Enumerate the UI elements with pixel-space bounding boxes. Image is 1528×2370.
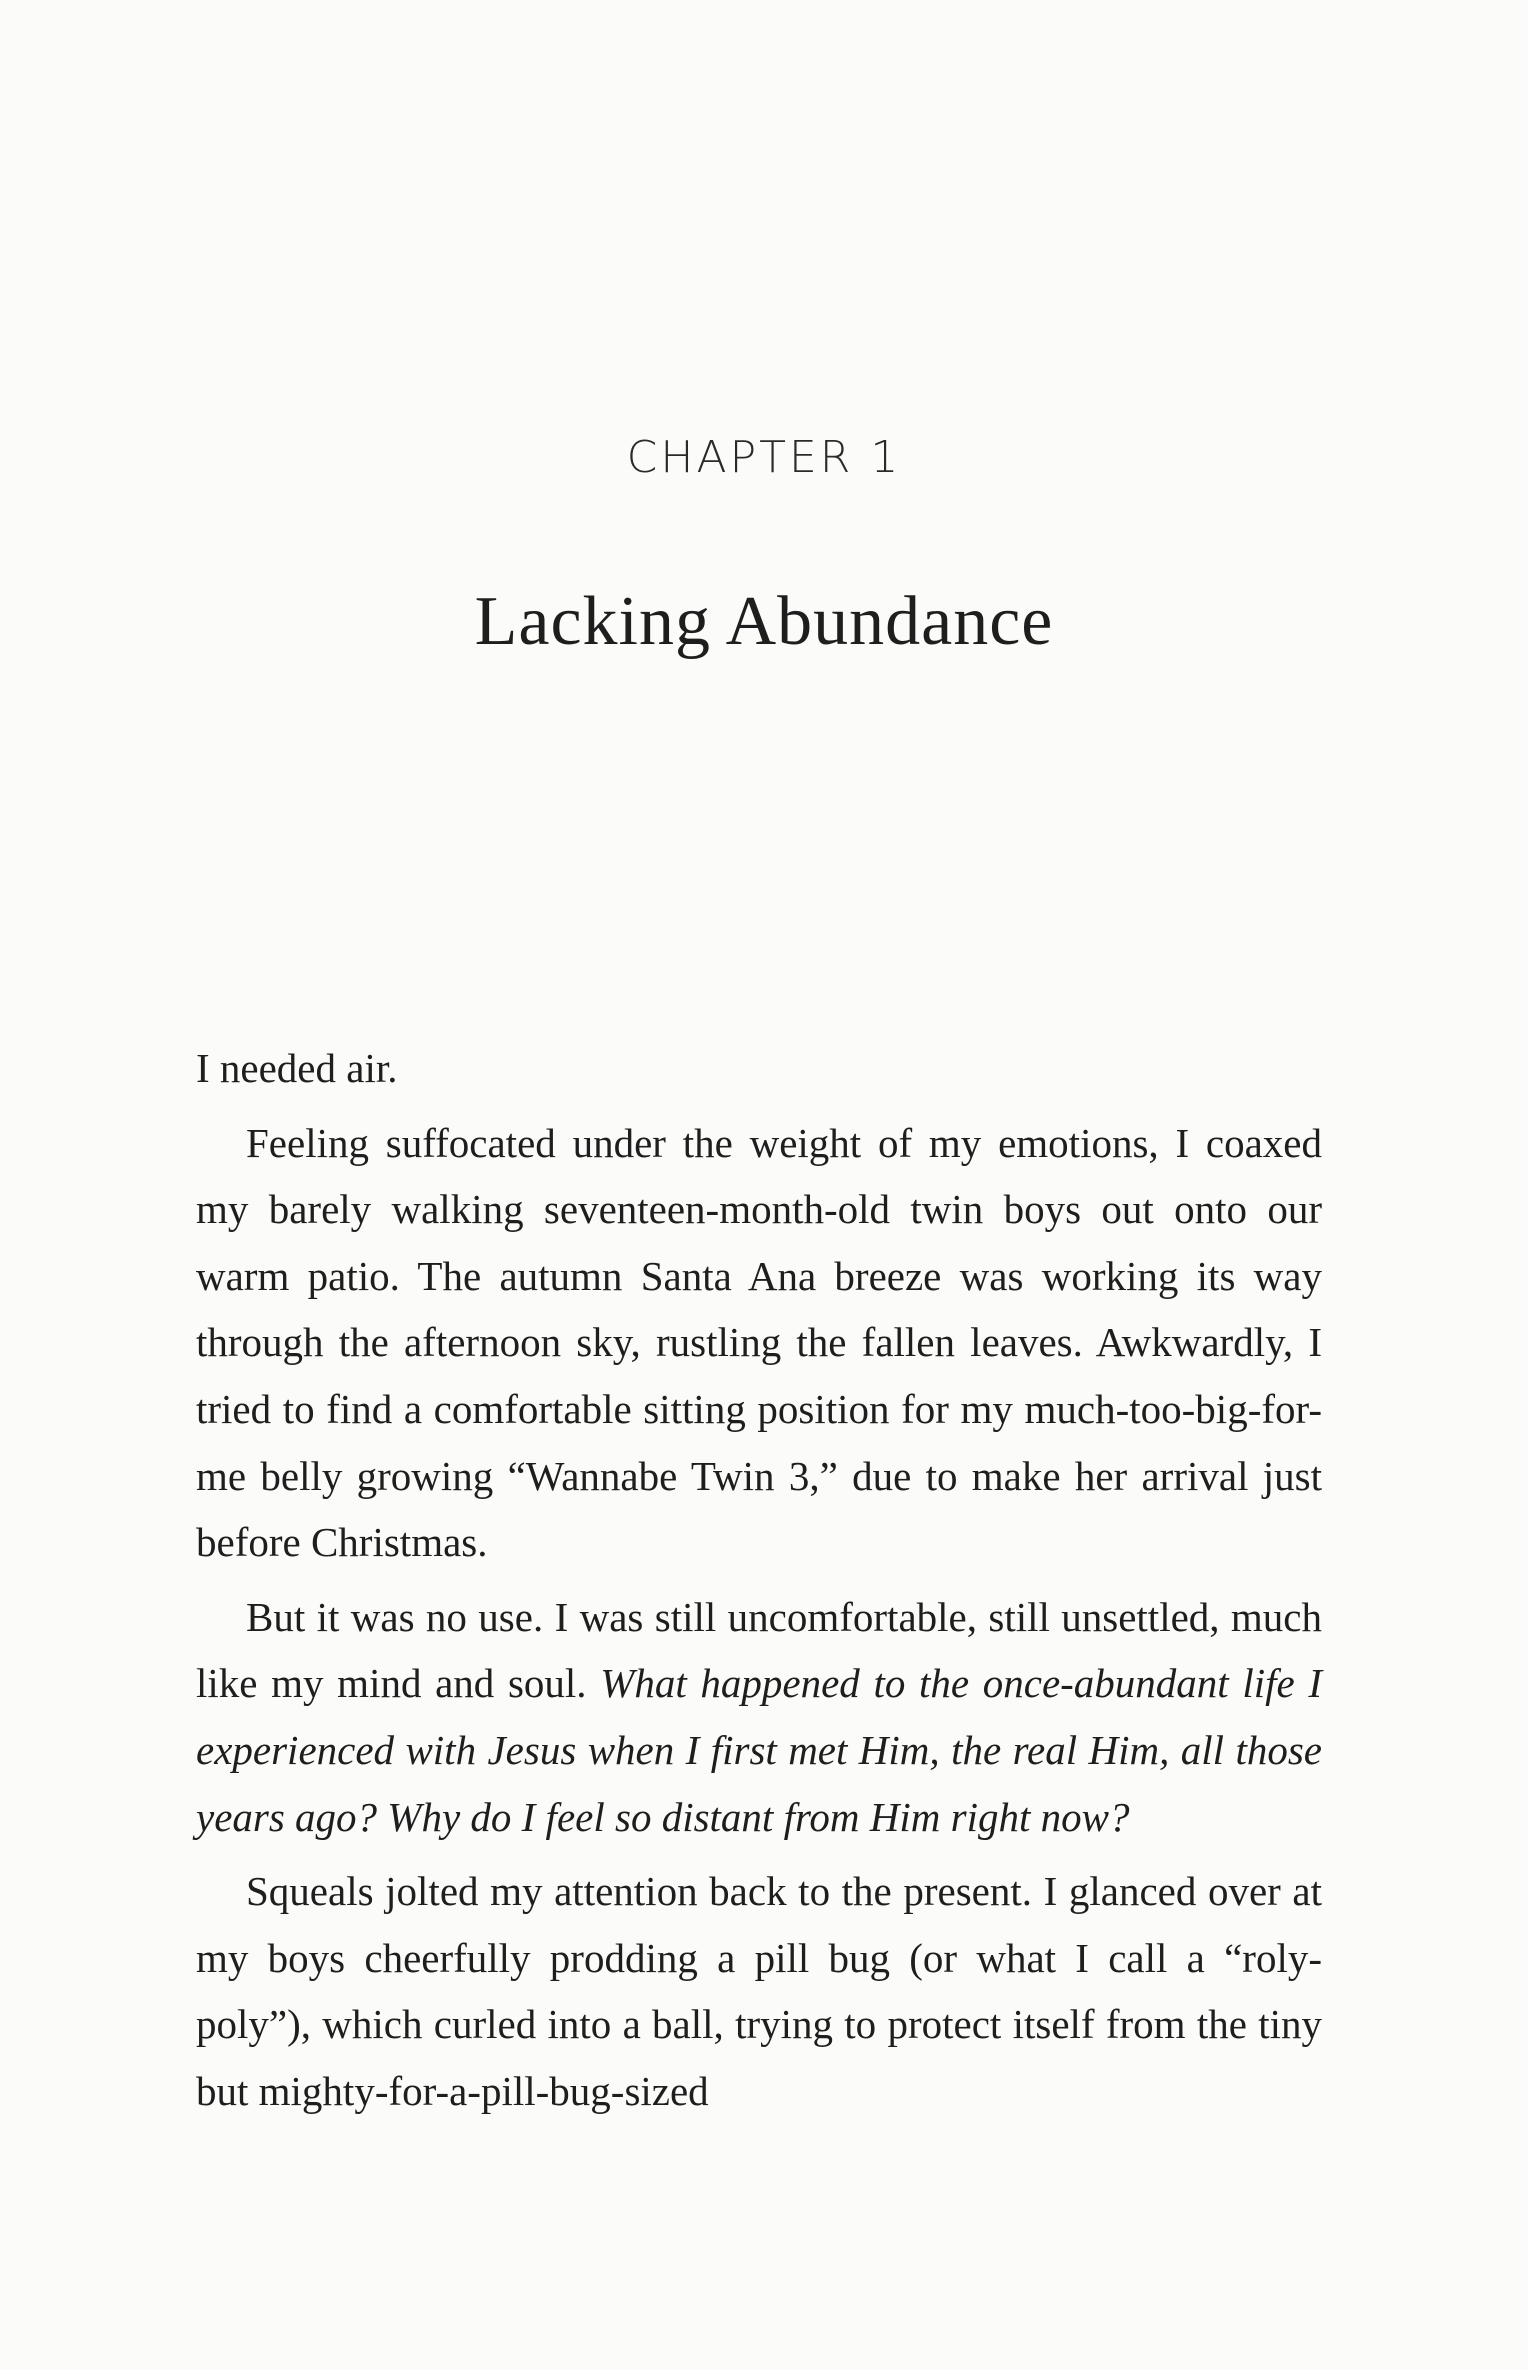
chapter-label: CHAPTER 1 <box>626 432 902 483</box>
paragraph-3 <box>196 1584 1322 1850</box>
paragraph-1: I needed air. <box>196 1045 398 1091</box>
paragraph-3-text: But it was no use. I was still uncomfortable, still unsettled, much like my mind and soul. <box>196 1593 1322 1707</box>
chapter-title: Lacking Abundance <box>474 583 1054 660</box>
chapter-body <box>196 1035 1322 2133</box>
paragraph-3-italic-thought: What happened to the once-abundant life I experienced with Jesus when I first met Him, the real Him, all those years ago? Why do I feel so distant from Him right now? <box>196 1660 1323 1840</box>
paragraph-4: Squeals jolted my attention back to the present. I glanced over at my boys cheerfully prodding a pill bug (or what I call a “roly-poly”), which curled into a ball, trying to protect itself from the tiny but mighty-for-a-pill-bug-sized <box>196 1868 1322 2114</box>
paragraph-2: Feeling suffocated under the weight of my emotions, I coaxed my barely walking seventeen-month-old twin boys out onto our warm patio. The autumn Santa Ana breeze was working its way through the afternoon sky, rustling the fallen leaves. Awkwardly, I tried to find a comfortable sitting position for my much-too-big-for-me belly growing “Wannabe Twin 3,” due to make her arrival just before Christmas. <box>196 1119 1322 1566</box>
